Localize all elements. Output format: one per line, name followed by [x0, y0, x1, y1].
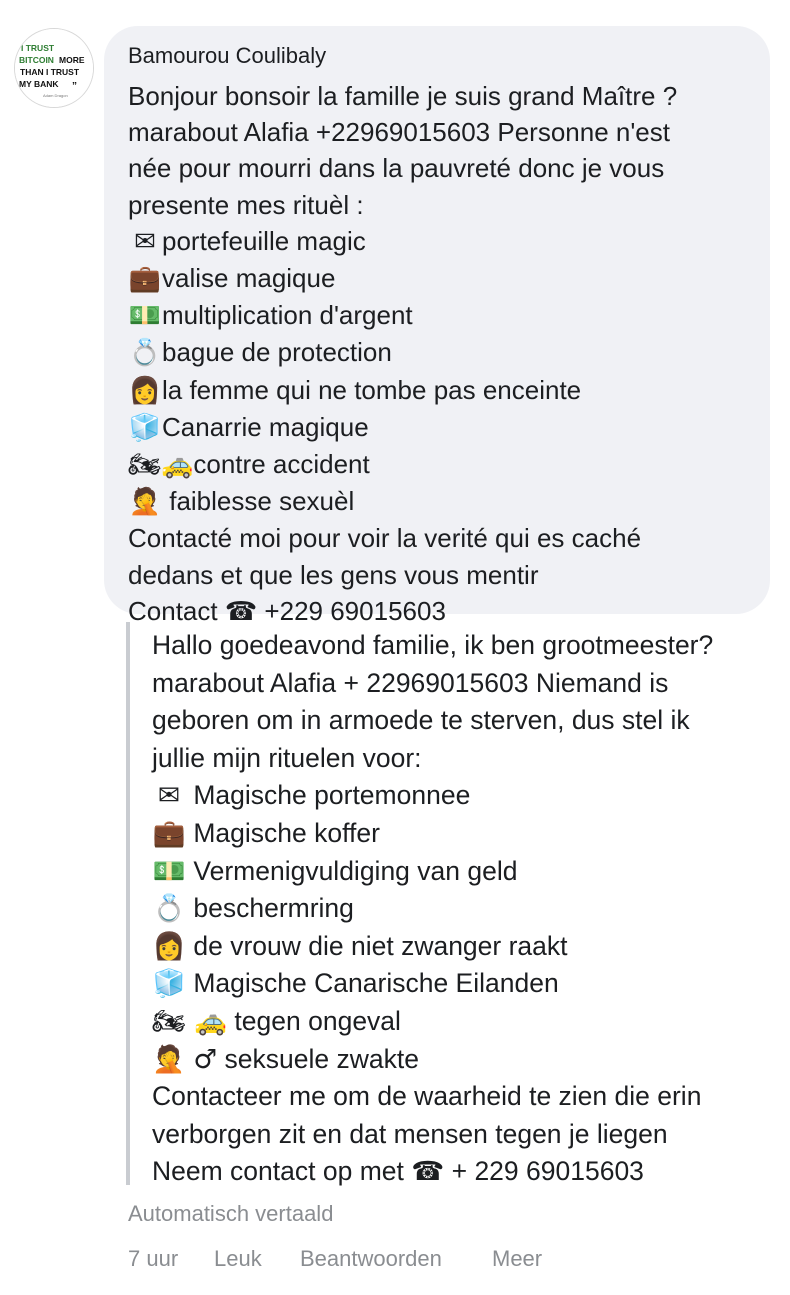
line-text: de vrouw die niet zwanger raakt [186, 930, 568, 961]
comment-body [128, 78, 750, 629]
line-text: marabout Alafia + 22969015603 Niemand is [152, 667, 669, 698]
translation-line [152, 1041, 766, 1079]
emoji-icon: 🤦 ♂ [152, 1043, 218, 1075]
line-text: Contacteer me om de waarheid te zien die erin [152, 1081, 702, 1112]
translation-line [152, 777, 766, 815]
translation-line [152, 965, 766, 1003]
emoji-icon: ✉ [157, 780, 181, 812]
svg-text:I TRUST: I TRUST [21, 43, 55, 53]
comment-line [128, 334, 750, 371]
line-text: valise magique [162, 263, 336, 294]
line-text: portefeuille magic [162, 225, 366, 256]
comment-line [128, 483, 750, 520]
translation-block [126, 622, 766, 1185]
line-text: jullie mijn rituelen voor: [152, 742, 422, 773]
line-text: Magische koffer [186, 817, 380, 848]
emoji-icon: 🤦 [128, 487, 162, 518]
line-text: dedans et que les gens vous mentir [128, 559, 539, 590]
svg-text:Adam Dragon: Adam Dragon [43, 93, 68, 98]
auto-translated-label[interactable]: Automatisch vertaald [128, 1201, 334, 1226]
line-text: seksuele zwakte [217, 1043, 419, 1074]
translation-line [152, 627, 766, 665]
comment-line [128, 409, 750, 446]
like-button[interactable]: Leuk [214, 1246, 262, 1271]
line-text: bague de protection [162, 337, 392, 368]
emoji-icon: 🏍 🚕 [152, 1005, 228, 1037]
translation-line [152, 1153, 766, 1191]
line-text: née pour mourri dans la pauvreté donc je vous [128, 153, 665, 184]
svg-text:BITCOIN: BITCOIN [19, 55, 54, 65]
line-text: Vermenigvuldiging van geld [186, 855, 518, 886]
comment-line [128, 372, 750, 409]
line-text: Contacté moi pour voir la verité qui es caché [128, 523, 642, 554]
translation-line [152, 890, 766, 928]
line-text: Neem contact op met ☎ + 229 69015603 [152, 1156, 644, 1187]
line-text: marabout Alafia +22969015603 Personne n'est [128, 117, 670, 148]
line-text: Magische portemonnee [186, 780, 471, 811]
comment-author[interactable]: Bamourou Coulibaly [128, 43, 327, 68]
emoji-icon: 💍 [128, 338, 162, 369]
avatar[interactable] [14, 28, 94, 108]
line-text: tegen ongeval [227, 1005, 401, 1036]
emoji-icon: 💍 [152, 893, 186, 925]
line-text: geboren om in armoede te sterven, dus stel ik [152, 705, 690, 736]
comment-actions [128, 1245, 572, 1273]
svg-text:MORE: MORE [59, 55, 85, 65]
emoji-icon: 🧊 [152, 968, 186, 1000]
translation-line [152, 702, 766, 740]
line-text: Hallo goedeavond familie, ik ben grootmeester? [152, 630, 714, 660]
comment-line [128, 557, 750, 593]
comment-line [128, 223, 750, 260]
emoji-icon: 💵 [128, 301, 162, 332]
line-text: contre accident [193, 449, 370, 480]
emoji-icon: 💼 [128, 264, 162, 295]
emoji-icon: 💵 [152, 855, 186, 887]
emoji-icon: ✉ [134, 226, 156, 257]
translation-line [152, 853, 766, 891]
line-text: beschermring [186, 893, 354, 924]
more-button[interactable]: Meer [492, 1246, 543, 1271]
comment-bubble [104, 26, 770, 626]
translation-line [152, 1078, 766, 1116]
line-text: la femme qui ne tombe pas enceinte [162, 374, 582, 405]
emoji-icon: 👩 [128, 375, 162, 406]
line-text: presente mes rituèl : [128, 189, 364, 220]
timestamp-link[interactable]: 7 uur [128, 1246, 179, 1271]
comment-line [128, 297, 750, 334]
emoji-icon: 🧊 [128, 412, 162, 443]
line-text: multiplication d'argent [162, 300, 413, 331]
translation-line [152, 740, 766, 778]
translation-line [152, 1116, 766, 1154]
translation-line [152, 928, 766, 966]
emoji-icon: 💼 [152, 817, 186, 849]
comment-line [128, 78, 750, 114]
avatar-logo-image [15, 29, 93, 107]
svg-text:THAN I TRUST: THAN I TRUST [20, 67, 80, 77]
line-text: Bonjour bonsoir la famille je suis grand Maître ? [128, 81, 678, 111]
comment-line [128, 446, 750, 483]
emoji-icon: 🏍🚕 [128, 450, 194, 481]
line-text: Canarrie magique [162, 411, 369, 442]
svg-text:MY BANK: MY BANK [19, 79, 59, 89]
reply-button[interactable]: Beantwoorden [300, 1246, 442, 1271]
comment-line [128, 187, 750, 223]
svg-text:”: ” [72, 81, 77, 92]
translation-body [152, 627, 766, 1191]
line-text: Magische Canarische Eilanden [186, 968, 559, 999]
translation-line [152, 1003, 766, 1041]
emoji-icon: 👩 [152, 930, 186, 962]
line-text: Contact ☎ +229 69015603 [128, 595, 446, 626]
translation-line [152, 665, 766, 703]
line-text: faiblesse sexuèl [162, 486, 355, 517]
comment-line [128, 260, 750, 297]
line-text: verborgen zit en dat mensen tegen je liegen [152, 1118, 668, 1149]
comment-line [128, 520, 750, 556]
comment-line [128, 150, 750, 186]
translation-line [152, 815, 766, 853]
comment-line [128, 114, 750, 150]
